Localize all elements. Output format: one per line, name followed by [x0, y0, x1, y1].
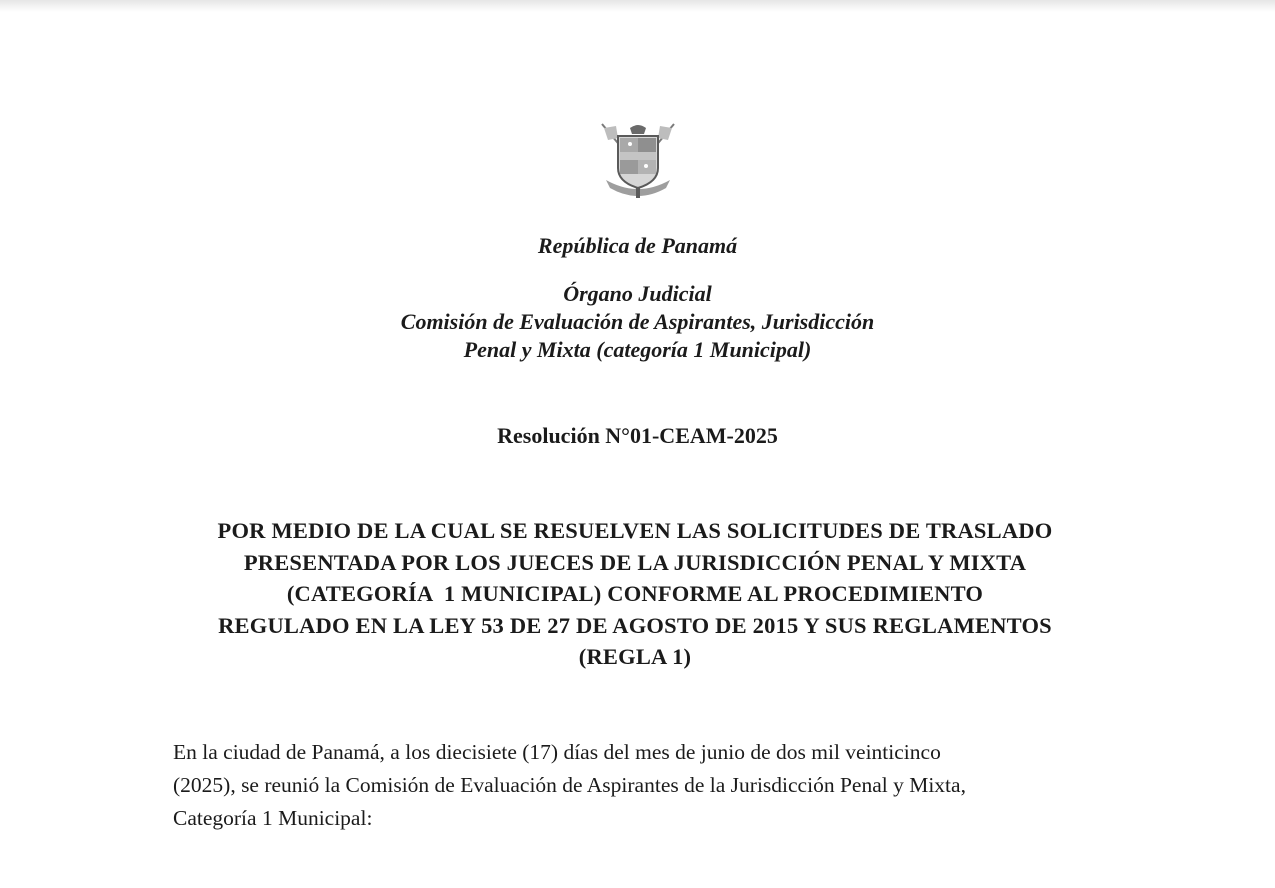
coat-of-arms-icon — [596, 122, 680, 200]
opening-paragraph — [173, 736, 1098, 835]
body-line: (2025), se reunió la Comisión de Evaluación de Aspirantes de la Jurisdicción Penal y Mixta, — [173, 773, 966, 797]
republic-heading — [0, 232, 1275, 260]
scan-edge-shadow — [0, 0, 1275, 12]
title-line: (CATEGORÍA 1 MUNICIPAL) CONFORME AL PROCEDIMIENTO — [286, 581, 984, 606]
resolution-title — [160, 515, 1110, 673]
body-line: Categoría 1 Municipal: — [173, 806, 373, 830]
title-line: PRESENTADA POR LOS JUECES DE LA JURISDICCIÓN PENAL Y MIXTA — [243, 549, 1027, 575]
organo-text: Órgano Judicial — [563, 281, 712, 306]
resolution-number: Resolución N°01-CEAM-2025 — [497, 423, 778, 448]
commission-line-2: Penal y Mixta (categoría 1 Municipal) — [463, 337, 812, 362]
title-line: POR MEDIO DE LA CUAL SE RESUELVEN LAS SOLICITUDES DE TRASLADO — [217, 518, 1053, 543]
body-line: En la ciudad de Panamá, a los diecisiete (17) días del mes de junio de dos mil veinticinco — [173, 740, 941, 764]
title-line: REGULADO EN LA LEY 53 DE 27 DE AGOSTO DE 2015 Y SUS REGLAMENTOS — [218, 612, 1052, 638]
republic-text: República de Panamá — [537, 233, 738, 258]
institution-heading — [0, 280, 1275, 364]
commission-line-1: Comisión de Evaluación de Aspirantes, Jurisdicción — [400, 309, 875, 334]
title-line: (REGLA 1) — [578, 644, 692, 669]
